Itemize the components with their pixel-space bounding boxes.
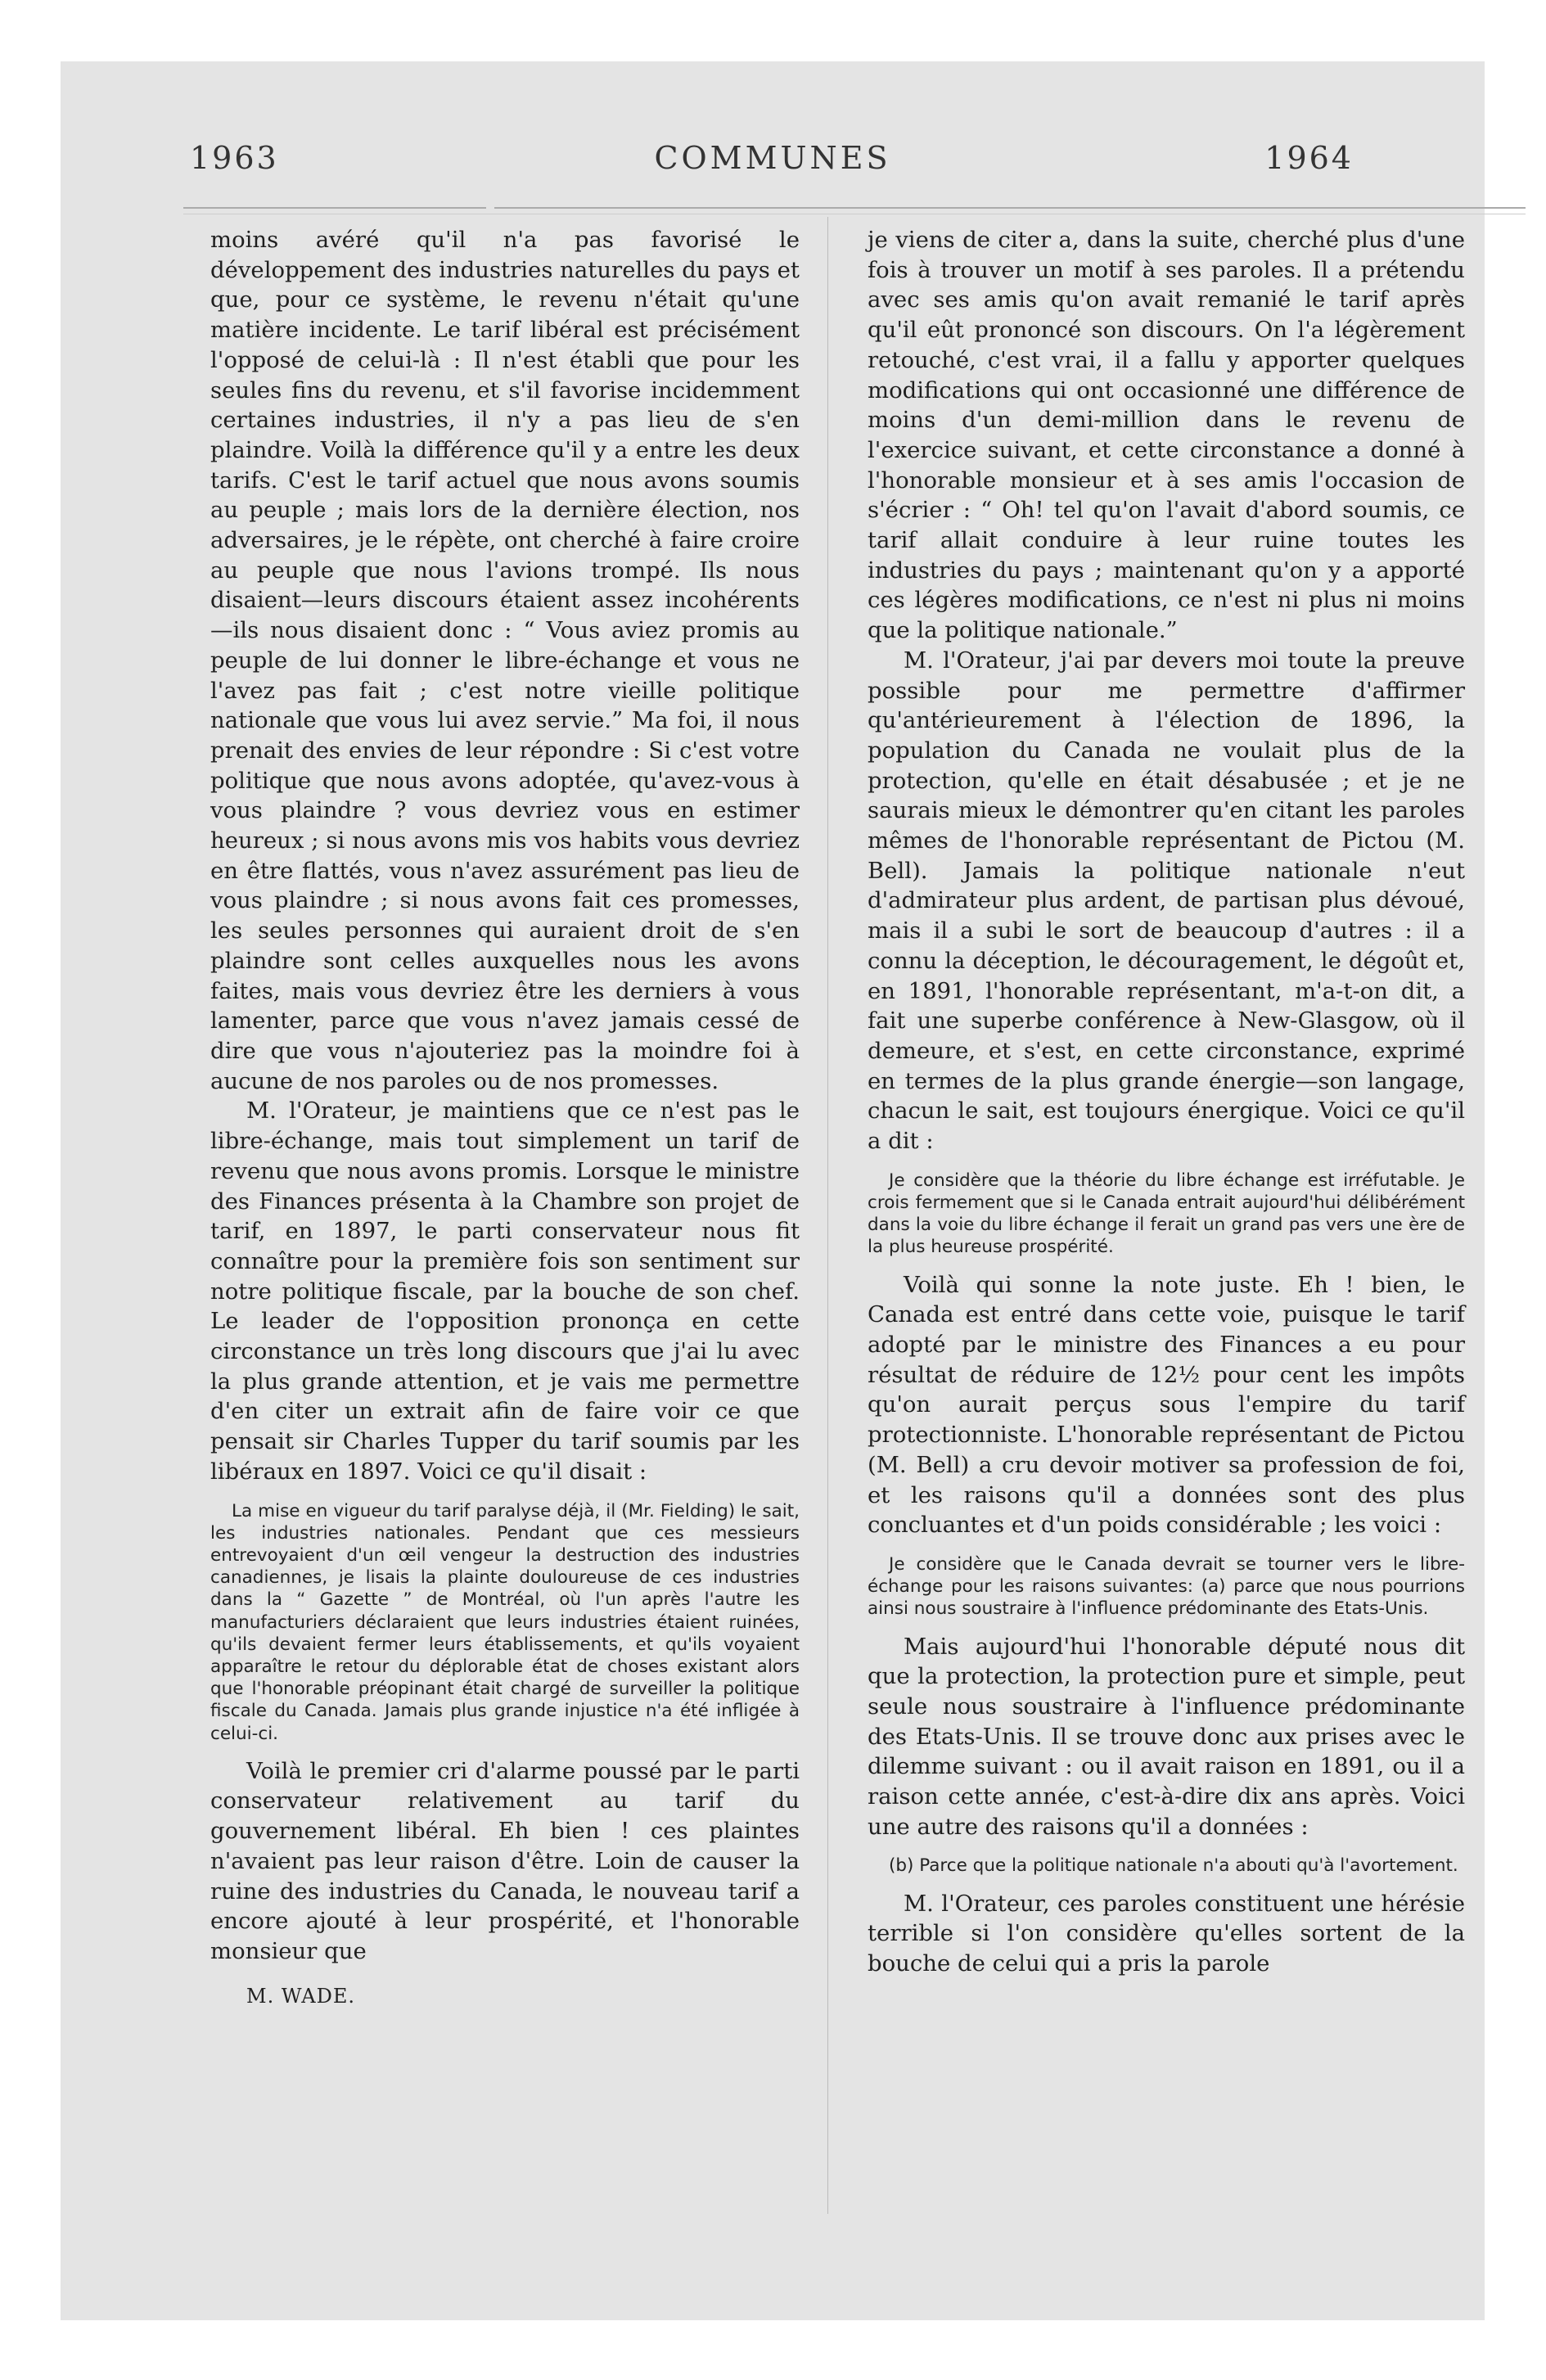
paragraph: M. l'Orateur, je maintiens que ce n'est pas le libre-échange, mais tout simplement un tarif de revenu que nous avons promis. Lorsque le ministre des Finances présenta à la Chambre son projet de tarif, en 1897, le parti conservateur nous fit connaître pour la première fois son sentiment sur notre politique fiscale, par la bouche de son chef. Le leader de l'opposition prononça en cette circonstance un très long discours que j'ai lu avec la plus grande attention, et je vais me permettre d'en citer un extrait afin de faire voir ce que pensait sir Charles Tupper du tarif soumis par les libéraux en 1897. Voici ce qu'il disait : [210,1098,800,1485]
paragraph: moins avéré qu'il n'a pas favorisé le développement des industries naturelles du pays et que, pour ce système, le revenu n'était qu'une matière incidente. Le tarif libéral est précisément l'opposé de celui-là : Il n'est établi que pour les seules fins du revenu, et s'il favorise incidemment certaines industries, il n'y a pas lieu de s'en plaindre. Voilà la différence qu'il y a entre les deux tarifs. C'est le tarif actuel que nous avons soumis au peuple ; mais lors de la dernière élection, nos adversaires, je le répète, ont cherché à faire croire au peuple que nous l'avions trompé. Ils nous disaient—leurs discours étaient assez incohérents—ils nous disaient donc : “ Vous aviez promis au peuple de lui donner le libre-échange et vous ne l'avez pas fait ; c'est notre vieille politique nationale que vous lui avez servie.” Ma foi, il nous prenait des envies de leur répondre : Si c'est votre politique que nous avons adoptée, qu'avez-vous à vous plaindre ? vous devriez vous en estimer heureux ; si nous avons mis vos habits vous devriez en être flattés, vous n'avez assurément pas lieu de vous plaindre ; si nous avons fait ces promesses, les seules personnes qui auraient droit de s'en plaindre sont celles auxquelles nous les avons faites, mais vous devriez être les derniers à vous lamenter, parce que vous n'avez jamais cessé de dire que vous n'ajouteriez pas la moindre foi à aucune de nos paroles ou de nos promesses. [210,227,800,1094]
right-column [868,225,1465,1979]
scanned-page [61,61,1485,2320]
header-rule-right [494,207,1526,209]
column-divider [827,217,828,2214]
paragraph: Voilà le premier cri d'alarme poussé par le parti conservateur relativement au tarif du gouvernement libéral. Eh bien ! ces plaintes n'avaient pas leur raison d'être. Loin de causer la ruine des industries du Canada, le nouveau tarif a encore ajouté à leur prospérité, et l'honorable monsieur que [210,1757,800,1964]
page-number-right: 1964 [1264,140,1354,176]
header-rule-left [183,207,486,209]
page-number-left: 1963 [190,140,279,176]
quotation: Je considère que la théorie du libre échange est irréfutable. Je crois fermement que si le Canada entrait aujourd'hui délibérément dans la voie du libre échange il ferait un grand pas vers une ère de la plus heureuse prospérité. [868,1170,1465,1258]
paragraph: Mais aujourd'hui l'honorable député nous dit que la protection, la protection pure et simple, peut seule nous soustraire à l'influence prédominante des Etats-Unis. Il se trouve donc aux prises avec le dilemme suivant : ou il avait raison en 1891, ou il a raison cette année, c'est-à-dire dix ans après. Voici une autre des raisons qu'il a données : [868,1633,1465,1840]
left-column [210,225,800,2008]
paragraph: je viens de citer a, dans la suite, cherché plus d'une fois à trouver un motif à ses paroles. Il a prétendu avec ses amis qu'on avait remanié le tarif après qu'il eût prononcé son discours. On l'a légèrement retouché, c'est vrai, il a fallu y apporter quelques modifications qui ont occasionné une différence de moins d'un demi-million dans le revenu de l'exercice suivant, et cette circonstance a donné à l'honorable monsieur et à ses amis l'occasion de s'écrier : “ Oh! tel qu'on l'avait d'abord soumis, ce tarif allait conduire à leur ruine toutes les industries du pays ; maintenant qu'on y a apporté ces légères modifications, ce n'est ni plus ni moins que la politique nationale.” [868,227,1465,644]
quotation: La mise en vigueur du tarif paralyse déjà, il (Mr. Fielding) le sait, les industries nationales. Pendant que ces messieurs entrevoyaient d'un œil vengeur la destruction des industries canadiennes, je lisais la plainte douloureuse de ces industries dans la “ Gazette ” de Montréal, où l'un après l'autre les manufacturiers déclaraient que leurs industries étaient ruinées, qu'ils devaient fermer leurs établissements, et qu'ils voyaient apparaître le retour du déplorable état de choses existant alors que l'honorable préopinant était chargé de surveiller la politique fiscale du Canada. Jamais plus grande injustice n'a été infligée à celui-ci. [210,1500,800,1744]
paragraph: M. l'Orateur, ces paroles constituent une hérésie terrible si l'on considère qu'elles sortent de la bouche de celui qui a pris la parole [868,1890,1465,1977]
speaker-signature: M. WADE. [246,1984,356,2008]
quotation: (b) Parce que la politique nationale n'a abouti qu'à l'avortement. [889,1855,1458,1877]
page-header [61,140,1485,181]
quotation: Je considère que le Canada devrait se tourner vers le libre-échange pour les raisons suivantes: (a) parce que nous pourrions ainsi nous soustraire à l'influence prédominante des Etats-Unis. [868,1553,1465,1620]
paragraph: Voilà qui sonne la note juste. Eh ! bien, le Canada est entré dans cette voie, puisque le tarif adopté par le ministre des Finances a eu pour résultat de réduire de 12½ pour cent les impôts qu'on aurait perçus sous l'empire du tarif protectionniste. L'honorable représentant de Pictou (M. Bell) a cru devoir motiver sa profession de foi, et les raisons qu'il a données sont des plus concluantes et d'un poids considérable ; les voici : [868,1271,1465,1539]
paragraph: M. l'Orateur, j'ai par devers moi toute la preuve possible pour me permettre d'affirmer qu'antérieurement à l'élection de 1896, la population du Canada ne voulait plus de la protection, qu'elle en était désabusée ; et je ne saurais mieux le démontrer qu'en citant les paroles mêmes de l'honorable représentant de Pictou (M. Bell). Jamais la politique nationale n'eut d'admirateur plus ardent, de partisan plus dévoué, mais il a subi le sort de beaucoup d'autres : il a connu la déception, le découragement, le dégoût et, en 1891, l'honorable représentant, m'a-t-on dit, a fait une superbe conférence à New-Glasgow, où il demeure, et s'est, en cette circonstance, exprimé en termes de la plus grande énergie—son langage, chacun le sait, est toujours énergique. Voici ce qu'il a dit : [868,647,1465,1155]
running-title: COMMUNES [654,140,891,176]
